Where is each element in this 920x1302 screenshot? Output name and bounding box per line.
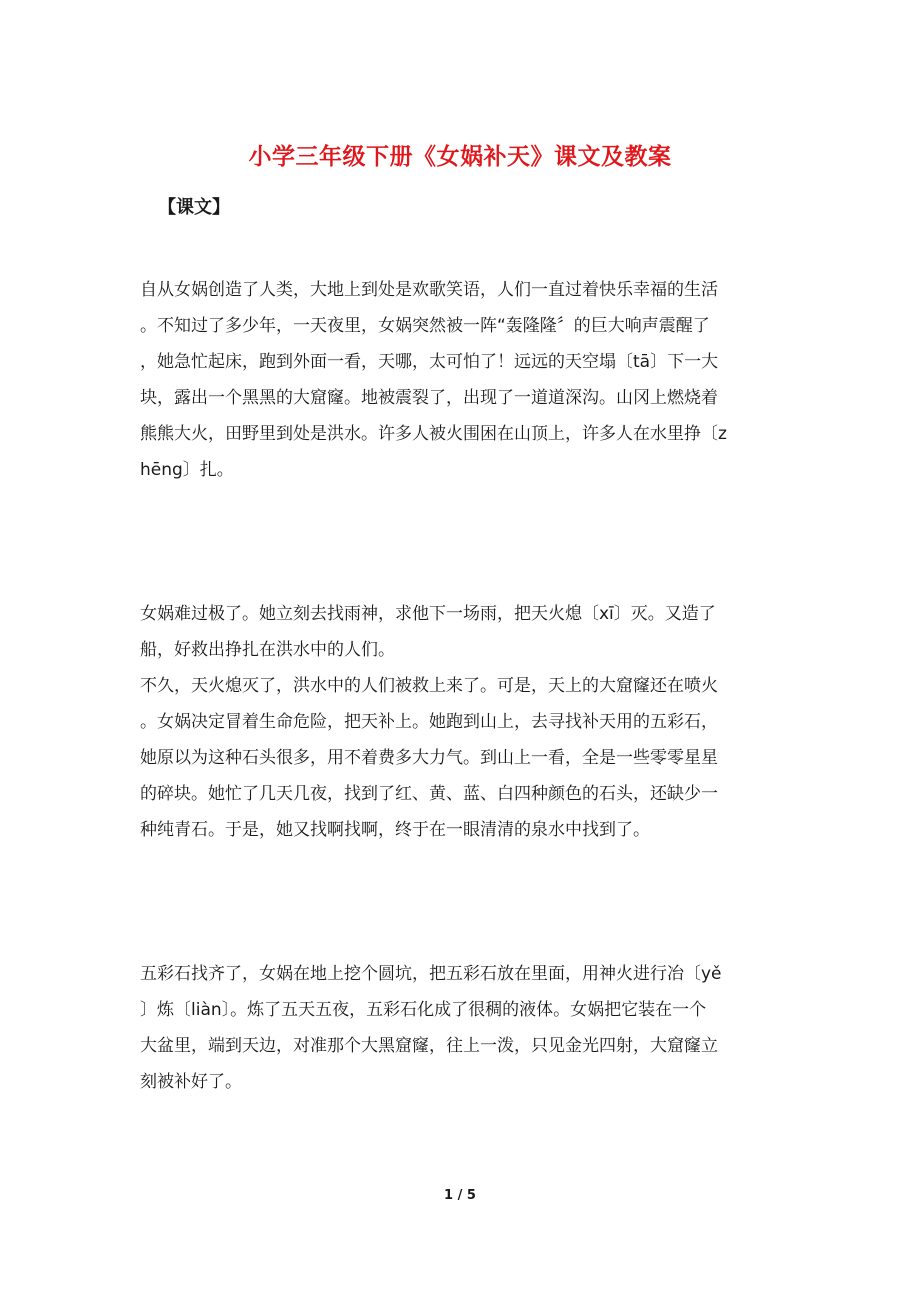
paragraph-line: 种纯青石。于是，她又找啊找啊，终于在一眼清清的泉水中找到了。 [140,820,650,840]
paragraph-line: 的碎块。她忙了几天几夜，找到了红、黄、蓝、白四种颜色的石头，还缺少一 [140,784,718,804]
paragraph-2 [140,596,790,668]
page-number: 1 / 5 [444,1188,476,1203]
paragraph-line: hēng〕扎。 [140,460,234,480]
paragraph-line: 熊熊大火，田野里到处是洪水。许多人被火围困在山顶上，许多人在水里挣〔z [140,424,727,444]
paragraph-line: 。女娲决定冒着生命危险，把天补上。她跑到山上，去寻找补天用的五彩石， [140,712,718,732]
paragraph-line: 〕炼〔liàn〕。炼了五天五夜，五彩石化成了很稠的液体。女娲把它装在一个 [140,1000,707,1020]
paragraph-line: 五彩石找齐了，女娲在地上挖个圆坑，把五彩石放在里面，用神火进行冶〔yě [140,964,722,984]
paragraph-line: ，她急忙起床，跑到外面一看，天哪，太可怕了！远远的天空塌〔tā〕下一大 [140,352,719,372]
paragraph-line: 刻被补好了。 [140,1072,242,1092]
paragraph-line: 自从女娲创造了人类，大地上到处是欢歌笑语，人们一直过着快乐幸福的生活 [140,280,718,300]
paragraph-line: 大盆里，端到天边，对准那个大黑窟窿，往上一泼，只见金光四射，大窟窿立 [140,1036,718,1056]
paragraph-4 [140,956,790,1100]
paragraph-1 [140,272,790,488]
paragraph-line: 块，露出一个黑黑的大窟窿。地被震裂了，出现了一道道深沟。山冈上燃烧着 [140,388,718,408]
paragraph-line: 船，好救出挣扎在洪水中的人们。 [140,640,395,660]
paragraph-line: 女娲难过极了。她立刻去找雨神，求他下一场雨，把天火熄〔xī〕灭。又造了 [140,604,716,624]
document-title: 小学三年级下册《女娲补天》课文及教案 [248,143,672,170]
paragraph-line: 。不知过了多少年，一天夜里，女娲突然被一阵“轰隆隆〞的巨大响声震醒了 [140,316,710,336]
paragraph-line: 不久，天火熄灭了，洪水中的人们被救上来了。可是，天上的大窟窿还在喷火 [140,676,718,696]
paragraph-3 [140,668,790,848]
paragraph-line: 她原以为这种石头很多，用不着费多大力气。到山上一看，全是一些零零星星 [140,748,718,768]
section-label-text: 【课文】 [158,197,230,218]
